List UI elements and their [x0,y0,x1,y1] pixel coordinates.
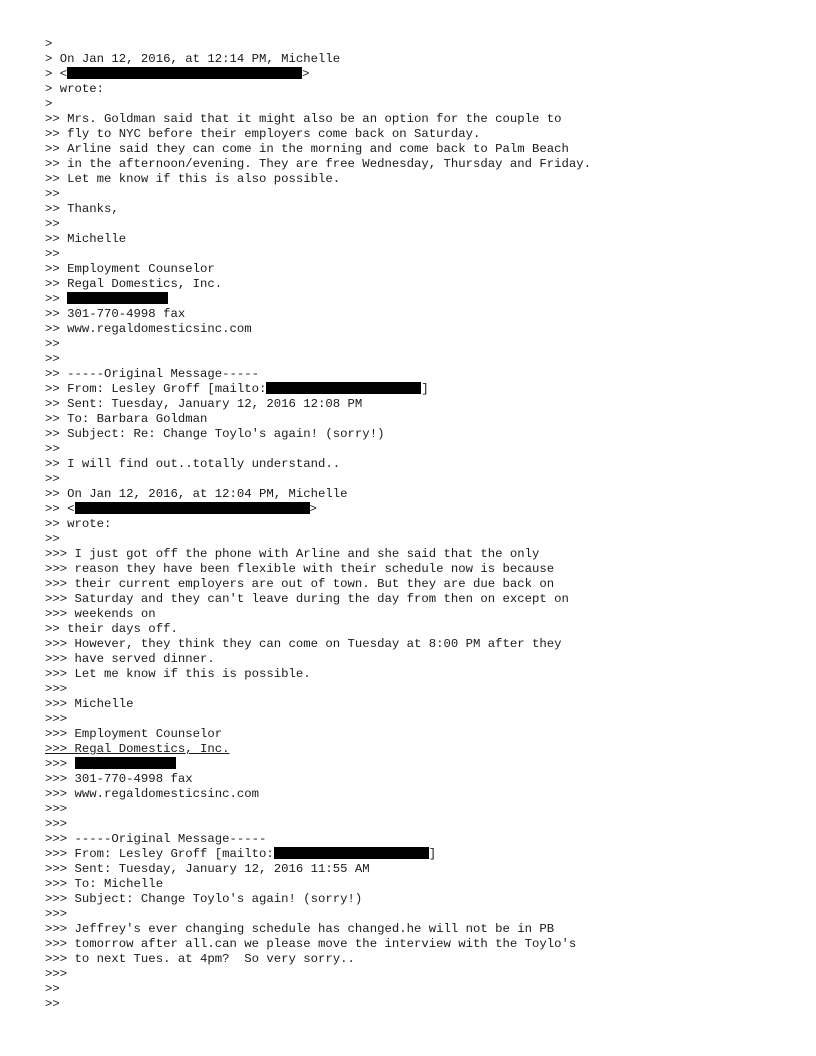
quoted-line: >>> www.regaldomesticsinc.com [45,787,260,801]
quoted-line: >> Thanks, [45,202,119,216]
quoted-line: >> I will find out..totally understand.. [45,457,341,471]
quoted-line: >> [45,442,60,456]
quoted-line: >>> [45,967,68,981]
quoted-line: >>> Employment Counselor [45,727,223,741]
quoted-line: >> www.regaldomesticsinc.com [45,322,252,336]
quoted-line: >> [45,217,60,231]
quoted-line: >>> Saturday and they can't leave during the day from then on except on [45,592,569,606]
redacted-email [266,382,421,394]
quoted-line: > [45,37,53,51]
redacted-phone [75,757,176,769]
quoted-line: >>> [45,712,68,726]
quoted-text: > < [45,67,68,81]
quoted-line [45,382,805,397]
redacted-email [67,67,302,79]
quoted-text: ] [428,847,437,861]
quoted-line: >>> reason they have been flexible with their schedule now is because [45,562,555,576]
quoted-line: >>> 301-770-4998 fax [45,772,193,786]
quoted-line: >> Mrs. Goldman said that it might also be an option for the couple to [45,112,562,126]
redacted-email [274,847,429,859]
quoted-line: > [45,97,53,111]
quoted-text: >> From: Lesley Groff [mailto: [45,382,267,396]
quoted-line: >> wrote: [45,517,112,531]
quoted-line: >> Sent: Tuesday, January 12, 2016 12:08 PM [45,397,363,411]
quoted-line: >> On Jan 12, 2016, at 12:04 PM, Michelle [45,487,348,501]
quoted-text: > [309,502,317,516]
quoted-line: >>> Regal Domestics, Inc. [45,742,230,756]
quoted-line: >>> To: Michelle [45,877,164,891]
quoted-line: >> their days off. [45,622,178,636]
quoted-line: >> Subject: Re: Change Toylo's again! (sorry!) [45,427,385,441]
quoted-text: >>> [45,757,75,771]
quoted-line: >> [45,472,60,486]
quoted-text: >> < [45,502,75,516]
quoted-line: >> Regal Domestics, Inc. [45,277,223,291]
quoted-line: > On Jan 12, 2016, at 12:14 PM, Michelle [45,52,341,66]
quoted-line: >> Employment Counselor [45,262,215,276]
quoted-line: >>> However, they think they can come on Tuesday at 8:00 PM after they [45,637,562,651]
quoted-text: > [302,67,310,81]
quoted-line: >>> weekends on [45,607,156,621]
quoted-line: >> [45,532,60,546]
quoted-line [45,757,805,772]
quoted-line: >>> their current employers are out of town. But they are due back on [45,577,555,591]
redacted-email [75,502,310,514]
quoted-line: >> [45,982,60,996]
quoted-line: >>> [45,907,68,921]
quoted-line: >>> tomorrow after all.can we please move the interview with the Toylo's [45,937,577,951]
email-body [45,37,805,1012]
quoted-line [45,292,805,307]
quoted-line: >>> Jeffrey's ever changing schedule has changed.he will not be in PB [45,922,555,936]
quoted-line: >> Let me know if this is also possible. [45,172,341,186]
quoted-line: >> Michelle [45,232,127,246]
quoted-text: >> [45,292,68,306]
quoted-line: >> [45,997,60,1011]
quoted-line: >>> Sent: Tuesday, January 12, 2016 11:55 AM [45,862,370,876]
quoted-line: >>> -----Original Message----- [45,832,267,846]
quoted-line: >>> I just got off the phone with Arline and she said that the only [45,547,540,561]
quoted-line [45,67,805,82]
quoted-line: >>> have served dinner. [45,652,215,666]
quoted-line: >> in the afternoon/evening. They are free Wednesday, Thursday and Friday. [45,157,592,171]
quoted-line: >>> [45,682,68,696]
quoted-text: >>> From: Lesley Groff [mailto: [45,847,274,861]
quoted-line [45,502,805,517]
quoted-line: >> [45,337,60,351]
quoted-line: >> Arline said they can come in the morning and come back to Palm Beach [45,142,569,156]
redacted-phone [67,292,168,304]
quoted-line: >>> Michelle [45,697,134,711]
quoted-line [45,847,805,862]
quoted-line: >>> to next Tues. at 4pm? So very sorry.. [45,952,355,966]
quoted-text: ] [421,382,429,396]
quoted-line: > wrote: [45,82,105,96]
quoted-line: >>> Let me know if this is possible. [45,667,311,681]
quoted-line: >> -----Original Message----- [45,367,260,381]
quoted-line: >>> [45,802,68,816]
quoted-line: >> [45,247,60,261]
quoted-line: >> [45,352,60,366]
quoted-line: >>> Subject: Change Toylo's again! (sorry!) [45,892,363,906]
quoted-line: >> To: Barbara Goldman [45,412,208,426]
quoted-line: >> 301-770-4998 fax [45,307,186,321]
quoted-line: >> fly to NYC before their employers come back on Saturday. [45,127,481,141]
quoted-line: >>> [45,817,68,831]
quoted-line: >> [45,187,60,201]
